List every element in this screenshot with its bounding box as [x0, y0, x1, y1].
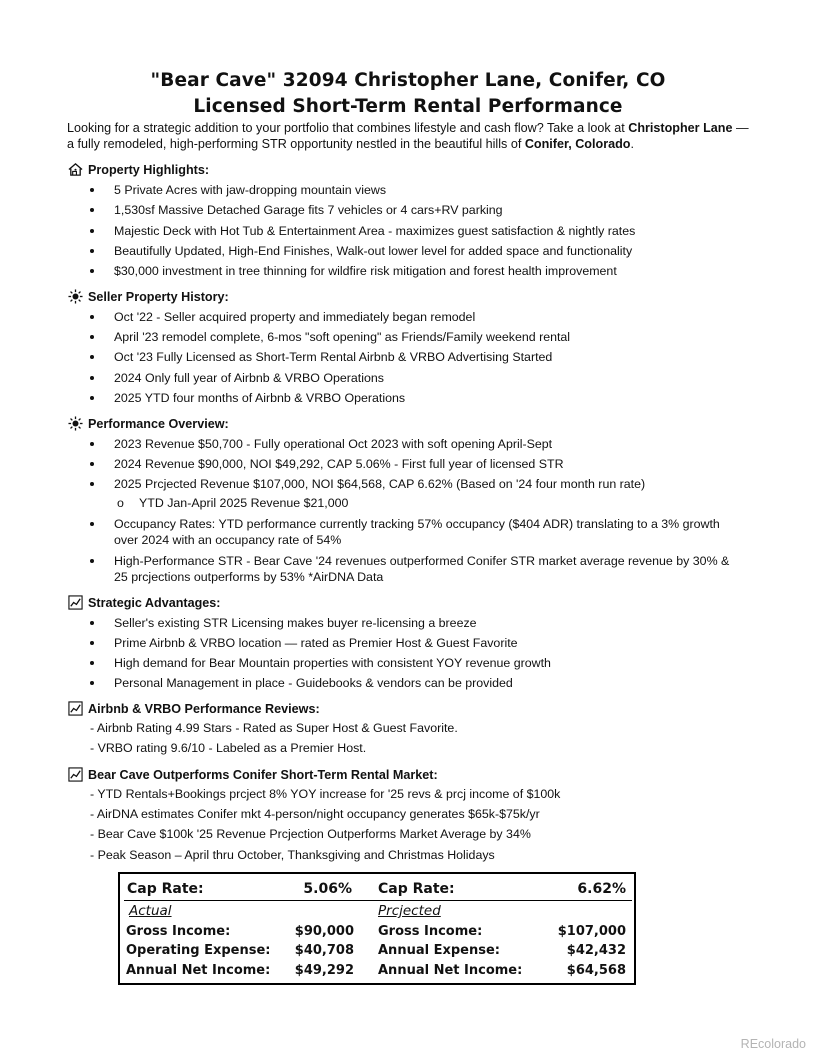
bullet [90, 559, 94, 563]
net-income-value: $64,568 [566, 963, 626, 978]
list-item-text: Occupancy Rates: YTD performance currently tracking 57% occupancy ($404 ADR) translating to a 3% growth over 2024 with an occupancy rate of 54% [114, 517, 720, 547]
bullet [90, 462, 94, 466]
bullet [90, 188, 94, 192]
list-item-text: High-Performance STR - Bear Cave '24 revenues outperformed Conifer STR market average revenue by 30% & 25 prcjections outperforms by 53% *AirDNA Data [114, 554, 730, 584]
intro-street-name: Christopher Lane [628, 121, 733, 135]
market-line: - Peak Season – April thru October, Thanksgiving and Christmas Holidays [90, 848, 495, 862]
net-income-label: Annual Net Income: [378, 963, 523, 978]
market-line: - Bear Cave $100k '25 Revenue Prcjection Outperforms Market Average by 34% [90, 827, 531, 841]
list-item-text: High demand for Bear Mountain properties with consistent YOY revenue growth [114, 656, 551, 670]
section-market-comparison [68, 767, 438, 782]
list-item-text: $30,000 investment in tree thinning for wildfire risk mitigation and forest health improvement [114, 264, 617, 278]
list-item-text: Seller's existing STR Licensing makes buyer re-licensing a breeze [114, 616, 477, 630]
section-performance-reviews [68, 701, 320, 716]
operating-expense-value: $40,708 [294, 943, 354, 958]
gross-income-value: $107,000 [557, 924, 626, 939]
table-divider [124, 900, 632, 901]
intro-text: Looking for a strategic addition to your portfolio that combines lifestyle and cash flow? Take a look at [67, 121, 629, 135]
chart-icon [68, 595, 83, 610]
bullet [90, 482, 94, 486]
list-item-text: April '23 remodel complete, 6-mos "soft opening" as Friends/Family weekend rental [114, 330, 571, 344]
cap-rate-value: 6.62% [577, 881, 626, 897]
bullet [90, 229, 94, 233]
section-heading: Bear Cave Outperforms Conifer Short-Term Rental Market: [88, 767, 438, 782]
review-line: - Airbnb Rating 4.99 Stars - Rated as Super Host & Guest Favorite. [90, 721, 458, 735]
list-item-text: Oct '23 Fully Licensed as Short-Term Rental Airbnb & VRBO Advertising Started [114, 350, 553, 364]
intro-text: . [630, 137, 634, 151]
section-property-highlights [68, 162, 209, 177]
annual-expense-value: $42,432 [566, 943, 626, 958]
list-item-text: Oct '22 - Seller acquired property and immediately began remodel [114, 310, 476, 324]
bullet [90, 355, 94, 359]
projected-label: Prcjected [378, 903, 441, 919]
bullet [90, 661, 94, 665]
section-seller-history [68, 289, 229, 304]
page-title: "Bear Cave" 32094 Christopher Lane, Conifer, CO [150, 70, 666, 91]
bullet [90, 335, 94, 339]
operating-expense-label: Operating Expense: [126, 943, 271, 958]
bullet [90, 376, 94, 380]
section-performance-overview [68, 416, 229, 431]
list-item-text: Majestic Deck with Hot Tub & Entertainment Area - maximizes guest satisfaction & nightly rates [114, 224, 636, 238]
list-item-text: 2024 Only full year of Airbnb & VRBO Operations [114, 371, 384, 385]
annual-expense-label: Annual Expense: [378, 943, 500, 958]
bullet [90, 396, 94, 400]
bullet [90, 522, 94, 526]
sun-icon [68, 289, 83, 304]
bullet [90, 249, 94, 253]
bullet [90, 208, 94, 212]
net-income-label: Annual Net Income: [126, 963, 271, 978]
intro-paragraph [67, 120, 757, 152]
gross-income-value: $90,000 [294, 924, 354, 939]
section-heading: Property Highlights: [88, 162, 210, 177]
list-item-text: 5 Private Acres with jaw-dropping mountain views [114, 183, 387, 197]
market-line: - YTD Rentals+Bookings prcject 8% YOY increase for '25 revs & prcj income of $100k [90, 787, 561, 801]
gross-income-label: Gross Income: [126, 924, 231, 939]
list-item-text: 1,530sf Massive Detached Garage fits 7 vehicles or 4 cars+RV parking [114, 203, 503, 217]
intro-text: — a fully remodeled, high-performing STR opportunity nestled in the beautiful hills of [67, 121, 749, 151]
list-item-text: Prime Airbnb & VRBO location — rated as Premier Host & Guest Favorite [114, 636, 518, 650]
cap-rate-label: Cap Rate: [378, 881, 455, 897]
bullet [90, 641, 94, 645]
sub-bullet: o [117, 496, 124, 510]
bullet [90, 621, 94, 625]
bullet [90, 269, 94, 273]
list-item-text: Beautifully Updated, High-End Finishes, Walk-out lower level for added space and functionality [114, 244, 633, 258]
bullet [90, 442, 94, 446]
list-item-text: 2025 Prcjected Revenue $107,000, NOI $64,568, CAP 6.62% (Based on '24 four month run rate) [114, 477, 646, 491]
gross-income-label: Gross Income: [378, 924, 483, 939]
house-icon [68, 162, 83, 177]
sun-icon [68, 416, 83, 431]
section-heading: Seller Property History: [88, 289, 229, 304]
page-subtitle: Licensed Short-Term Rental Performance [193, 96, 623, 117]
intro-location: Conifer, Colorado [524, 137, 631, 151]
bullet [90, 681, 94, 685]
watermark: REcolorado [740, 1037, 806, 1051]
bullet [90, 315, 94, 319]
actual-label: Actual [129, 903, 172, 919]
chart-icon [68, 701, 83, 716]
sub-list-item-text: YTD Jan-April 2025 Revenue $21,000 [139, 496, 349, 510]
chart-icon [68, 767, 83, 782]
net-income-value: $49,292 [294, 963, 354, 978]
section-heading: Performance Overview: [88, 416, 229, 431]
cap-rate-value: 5.06% [303, 881, 352, 897]
list-item-text: 2024 Revenue $90,000, NOI $49,292, CAP 5.06% - First full year of licensed STR [114, 457, 564, 471]
section-strategic-advantages [68, 595, 221, 610]
cap-rate-label: Cap Rate: [127, 881, 204, 897]
list-item-text: 2023 Revenue $50,700 - Fully operational Oct 2023 with soft opening April-Sept [114, 437, 553, 451]
market-line: - AirDNA estimates Conifer mkt 4-person/night occupancy generates $65k-$75k/yr [90, 807, 540, 821]
list-item-text: Personal Management in place - Guidebooks & vendors can be provided [114, 676, 513, 690]
cap-rate-table [118, 872, 636, 985]
section-heading: Airbnb & VRBO Performance Reviews: [88, 701, 320, 716]
review-line: - VRBO rating 9.6/10 - Labeled as a Premier Host. [90, 741, 367, 755]
section-heading: Strategic Advantages: [88, 595, 221, 610]
list-item-text: 2025 YTD four months of Airbnb & VRBO Operations [114, 391, 406, 405]
